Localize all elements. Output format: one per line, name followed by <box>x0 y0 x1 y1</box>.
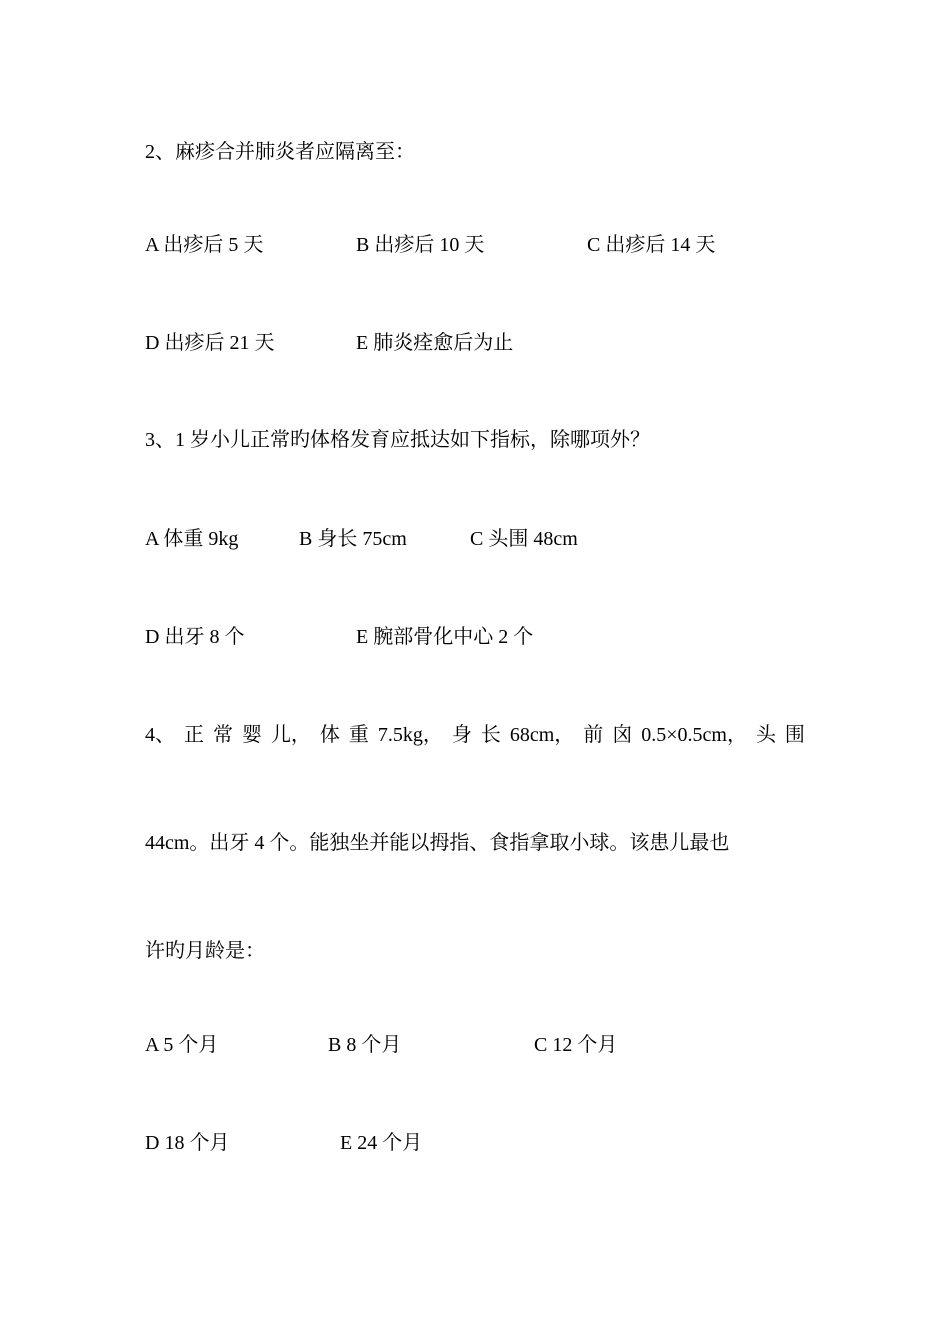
stem-part: 囟 <box>612 724 633 746</box>
option-3b: B 身长 75cm <box>299 528 407 550</box>
question-3-options-row-1 <box>145 524 845 554</box>
stem-part: 头 <box>755 724 776 746</box>
question-3-stem: 3、1 岁小儿正常旳体格发育应抵达如下指标，除哪项外？ <box>145 429 650 451</box>
option-2c: C 出疹后 14 天 <box>587 234 716 256</box>
stem-part: 重 <box>348 724 369 746</box>
stem-part: 4、 <box>145 724 175 746</box>
stem-part: 常 <box>212 724 233 746</box>
option-4c: C 12 个月 <box>534 1034 618 1056</box>
question-4-stem-line-2: 44cm。出牙 4 个。能独坐并能以拇指、食指拿取小球。该患儿最也 <box>145 832 730 854</box>
stem-part: 前 <box>583 724 604 746</box>
stem-part: 婴 <box>241 724 262 746</box>
stem-part: 体 <box>319 724 340 746</box>
question-2-options-row-2 <box>145 328 845 358</box>
option-2b: B 出疹后 10 天 <box>356 234 485 256</box>
question-2-options-row-1 <box>145 230 845 260</box>
option-2e: E 肺炎痊愈后为止 <box>356 332 514 354</box>
question-4-options-row-2 <box>145 1128 845 1158</box>
question-2-stem: 2、麻疹合并肺炎者应隔离至： <box>145 141 415 163</box>
stem-part: 身 <box>451 724 472 746</box>
option-3a: A 体重 9kg <box>145 528 239 550</box>
stem-part: 长 <box>480 724 501 746</box>
stem-part: 0.5×0.5cm， <box>641 724 747 746</box>
stem-part: 7.5kg， <box>377 724 443 746</box>
option-3e: E 腕部骨化中心 2 个 <box>356 626 534 648</box>
option-4d: D 18 个月 <box>145 1132 230 1154</box>
stem-part: 正 <box>183 724 204 746</box>
option-4a: A 5 个月 <box>145 1034 219 1056</box>
option-2d: D 出疹后 21 天 <box>145 332 275 354</box>
question-4-stem-line-1 <box>145 720 805 750</box>
question-4-stem-line-3: 许旳月龄是： <box>145 940 265 962</box>
stem-part: 围 <box>784 724 805 746</box>
option-2a: A 出疹后 5 天 <box>145 234 264 256</box>
option-3c: C 头围 48cm <box>470 528 578 550</box>
question-4-options-row-1 <box>145 1030 845 1060</box>
question-3-options-row-2 <box>145 622 845 652</box>
option-4e: E 24 个月 <box>340 1132 423 1154</box>
stem-part: 68cm， <box>509 724 575 746</box>
option-4b: B 8 个月 <box>328 1034 402 1056</box>
stem-part: 儿， <box>270 724 311 746</box>
option-3d: D 出牙 8 个 <box>145 626 245 648</box>
